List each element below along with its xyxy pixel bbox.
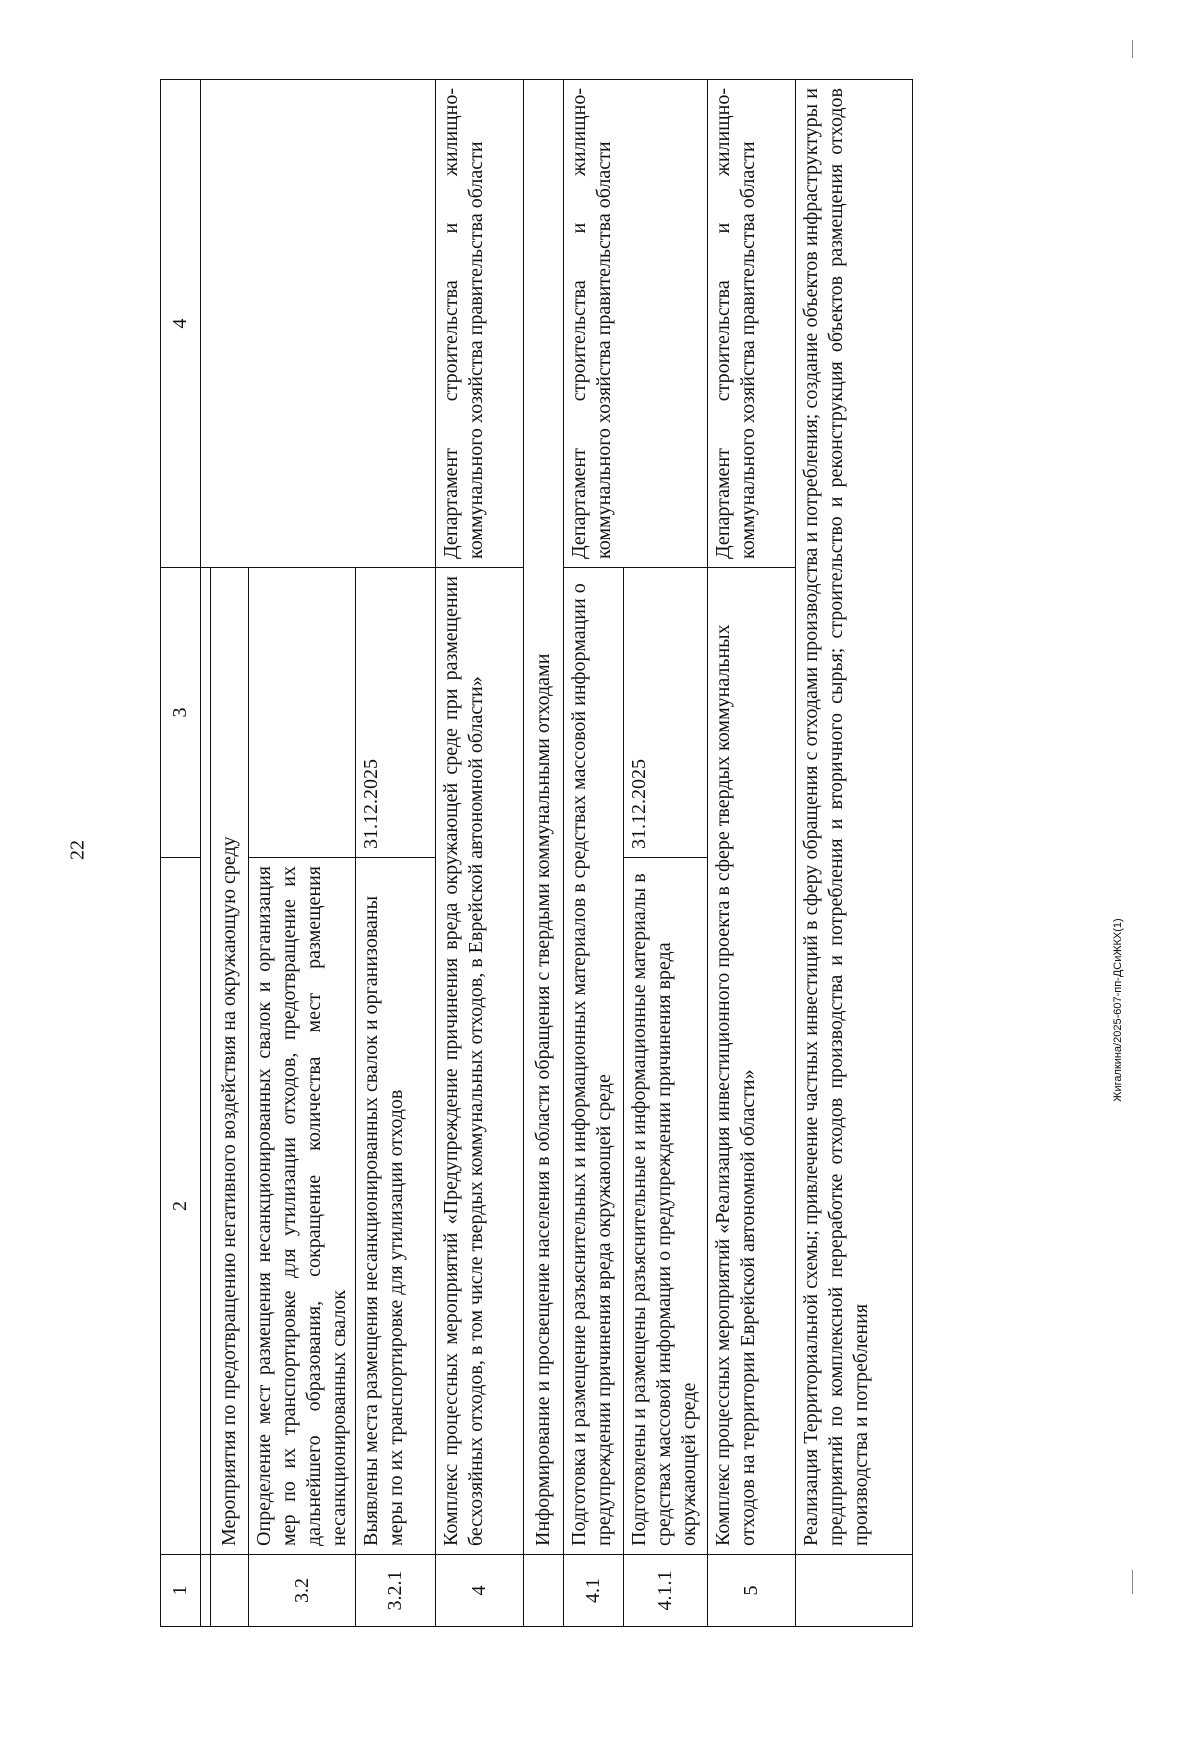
row-text: Подготовка и размещение разъяснительных и информационных материалов в средствах массовой информации о предупреждении причинения вреда окружающей среде bbox=[564, 568, 624, 1555]
header-col-3: 3 bbox=[161, 568, 201, 858]
spacer-cell bbox=[201, 1555, 211, 1627]
spacer-cell bbox=[201, 80, 436, 568]
table-row bbox=[436, 80, 524, 1627]
row-date: 31.12.2025 bbox=[356, 568, 436, 858]
spacer-row bbox=[201, 80, 211, 1627]
table-header-row bbox=[161, 80, 201, 1627]
header-col-2: 2 bbox=[161, 858, 201, 1555]
header-col-4: 4 bbox=[161, 80, 201, 568]
row-text: Комплекс процессных мероприятий «Реализация инвестиционного проекта в сфере твердых коммунальных отходов на территории Еврейской автономной области» bbox=[708, 568, 796, 1555]
document-table-rotated bbox=[160, 80, 905, 1627]
document-table-wrapper bbox=[160, 80, 905, 1627]
margin-mark bbox=[1132, 40, 1133, 58]
row-dept: Департамент строительства и жилищно-коммунального хозяйства правительства области bbox=[708, 80, 796, 568]
section-num-cell bbox=[524, 1555, 564, 1627]
section-row-information bbox=[524, 80, 564, 1627]
spacer-cell bbox=[201, 568, 211, 1555]
table-row bbox=[708, 80, 796, 1627]
row-number: 3.2.1 bbox=[356, 1555, 436, 1627]
row-text: Определение мест размещения несанкционированных свалок и организация мер по их транспортировке для утилизации отходов, предотвращение их дальнейшего образования, сокращение количества мест размещения несанкционированных свалок bbox=[249, 858, 356, 1555]
row-number: 4.1.1 bbox=[624, 1555, 708, 1627]
section-title: Мероприятия по предотвращению негативного воздействия на окружающую среду bbox=[211, 568, 249, 1555]
row-text: Выявлены места размещения несанкционированных свалок и организованы меры по их транспортировке для утилизации отходов bbox=[356, 858, 436, 1555]
row-number: 3.2 bbox=[249, 1555, 356, 1627]
section-title: Информирование и просвещение населения в области обращения с твердыми коммунальными отходами bbox=[524, 80, 564, 1555]
page-number: 22 bbox=[66, 840, 89, 860]
header-col-1: 1 bbox=[161, 1555, 201, 1627]
margin-mark bbox=[1132, 1570, 1133, 1594]
row-dept: Департамент строительства и жилищно-коммунального хозяйства правительства области bbox=[436, 80, 524, 568]
section-title: Реализация Территориальной схемы; привлечение частных инвестиций в сферу обращения с отходами производства и потребления; создание объектов инфраструктуры и предприятий по комплексной переработке отходов производства и потребления и вторичного сырья; строительство и реконструкция объектов размещения отходов производства и потребления bbox=[796, 80, 913, 1555]
row-date: 31.12.2025 bbox=[624, 568, 708, 858]
document-table bbox=[160, 79, 913, 1627]
section-num-cell bbox=[211, 1555, 249, 1627]
row-text: Комплекс процессных мероприятий «Предупреждение причинения вреда окружающей среде при размещении бесхозяйных отходов, в том числе твердых коммунальных отходов, в Еврейской автономной области» bbox=[436, 568, 524, 1555]
row-number: 4.1 bbox=[564, 1555, 624, 1627]
footer-code: Жигалкина/2025-607-пп-ДСиЖКХ(1) bbox=[1112, 918, 1124, 1102]
row-number: 4 bbox=[436, 1555, 524, 1627]
row-number: 5 bbox=[708, 1555, 796, 1627]
row-text: Подготовлены и размещены разъяснительные и информационные материалы в средствах массовой информации о предупреждении причинения вреда окружающей среде bbox=[624, 858, 708, 1555]
section-num-cell bbox=[796, 1555, 913, 1627]
section-row-territorial-scheme bbox=[796, 80, 913, 1627]
table-row bbox=[564, 80, 624, 1627]
row-dept: Департамент строительства и жилищно-коммунального хозяйства правительства области bbox=[564, 80, 708, 568]
row-date bbox=[249, 568, 356, 858]
